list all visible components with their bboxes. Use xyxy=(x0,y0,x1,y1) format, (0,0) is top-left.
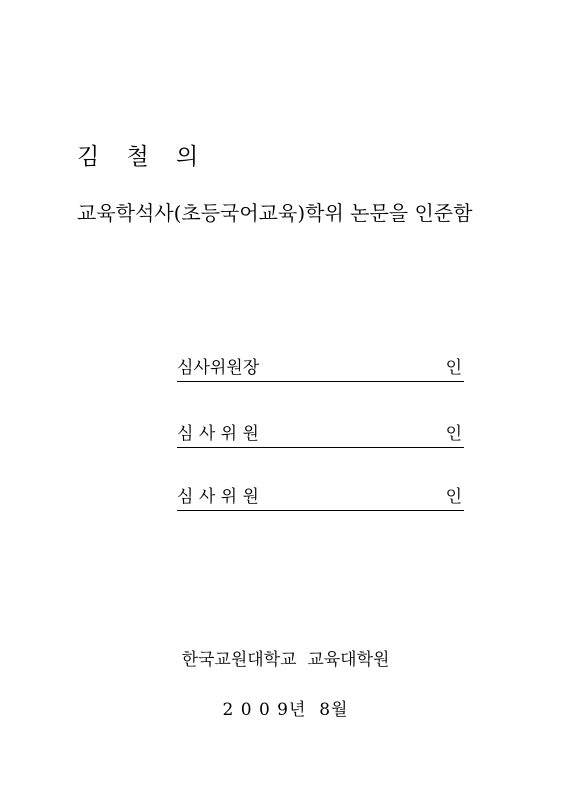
signature-role-chair: 심사위원장 xyxy=(177,358,260,378)
seal-mark: 인 xyxy=(445,487,462,507)
signature-line-chair xyxy=(177,355,464,382)
seal-mark: 인 xyxy=(445,424,462,444)
signature-role-member: 심 사 위 원 xyxy=(177,424,259,444)
signature-line-member-2 xyxy=(177,484,464,511)
signature-role-member: 심 사 위 원 xyxy=(177,487,259,507)
signature-line-member-1 xyxy=(177,421,464,448)
seal-mark: 인 xyxy=(445,358,462,378)
author-name: 김 철 의 xyxy=(77,144,209,170)
approval-date: 2 0 0 9년 8월 xyxy=(222,700,349,720)
approval-statement: 교육학석사(초등국어교육)학위 논문을 인준함 xyxy=(77,201,473,225)
institution-name: 한국교원대학교 교육대학원 xyxy=(181,650,390,670)
